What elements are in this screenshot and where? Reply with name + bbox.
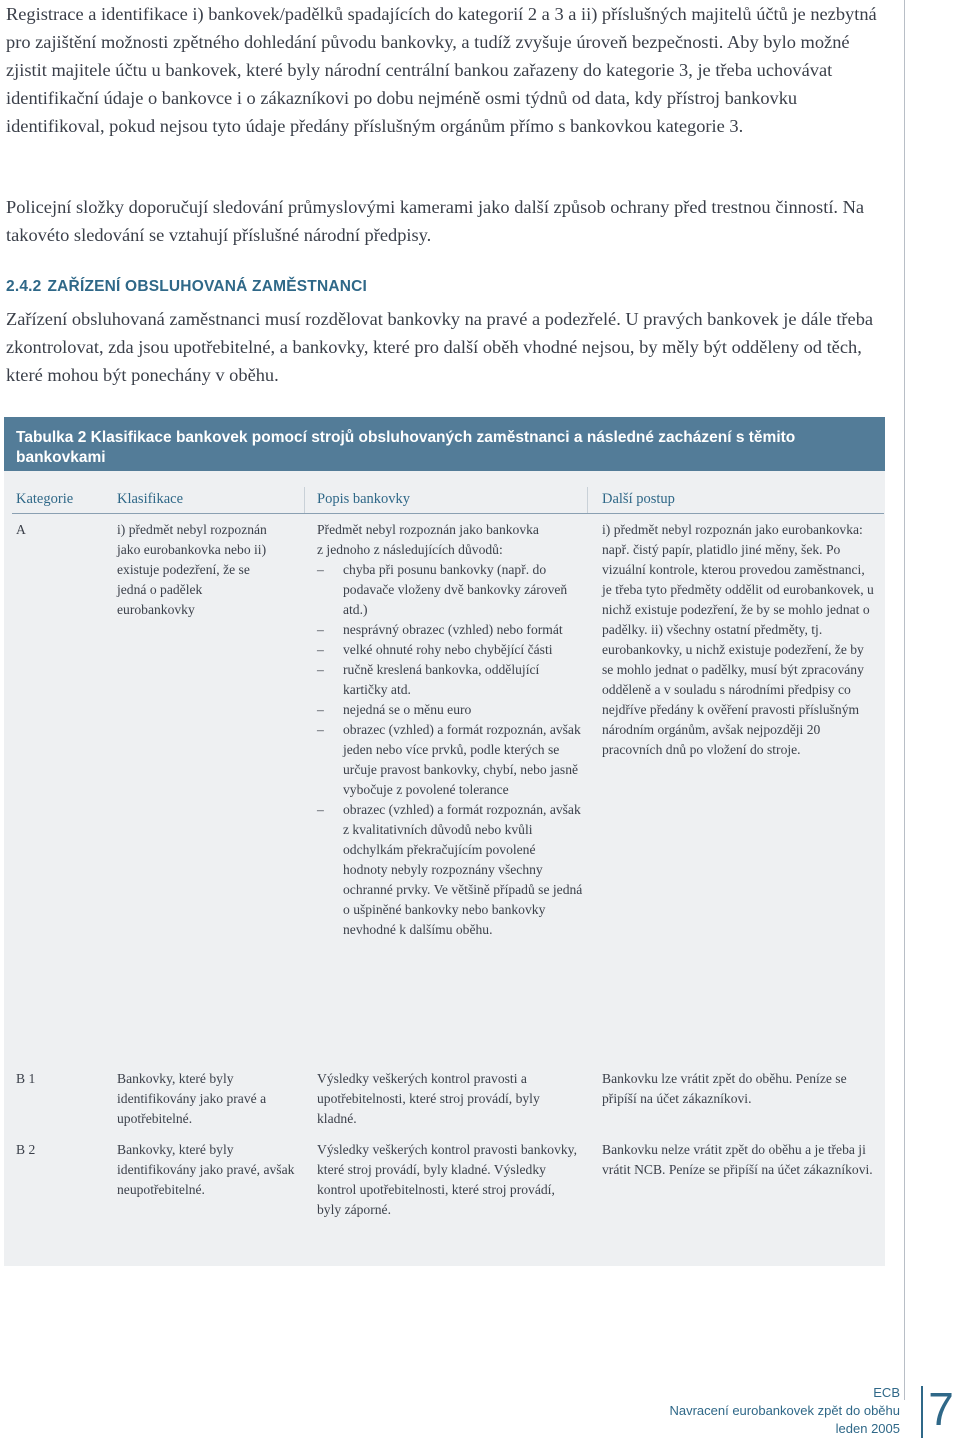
table-cell-classification: i) předmět nebyl rozpoznán jako eurobankovka nebo ii) existuje podezření, že se jedná o padělek eurobankovky (117, 522, 267, 617)
column-header-action: Další postup (602, 491, 675, 507)
table-cell-action: Bankovku lze vrátit zpět do oběhu. Peníze se připíší na účet zákazníkovi. (602, 1071, 847, 1106)
list-item: – ručně kreslená bankovka, oddělující kartičky atd. (317, 660, 583, 700)
description-intro: Předmět nebyl rozpoznán jako bankovka z jednoho z následujících důvodů: (317, 522, 539, 557)
list-item: – nejedná se o měnu euro (317, 700, 583, 720)
footer-publication: Navracení eurobankovek zpět do oběhu (669, 1403, 900, 1418)
column-separator (304, 487, 305, 513)
column-header-classification: Klasifikace (117, 491, 184, 507)
page-number: 7 (928, 1383, 954, 1435)
page-number-bar (921, 1386, 923, 1438)
table-cell-category: A (16, 522, 26, 537)
header-rule (12, 513, 884, 514)
table-cell-action: Bankovku nelze vrátit zpět do oběhu a je třeba ji vrátit NCB. Peníze se připíší na účet zákazníkovi. (602, 1142, 873, 1177)
list-item: – velké ohnuté rohy nebo chybějící části (317, 640, 568, 660)
column-separator (587, 487, 588, 513)
column-header-category: Kategorie (16, 491, 74, 507)
list-item: – obrazec (vzhled) a formát rozpoznán, avšak jeden nebo více prvků, podle kterých se určuje pravost bankovky, chybí, nebo jasně vybočuje z povolené tolerance (317, 720, 583, 800)
column-header-description: Popis bankovky (317, 491, 411, 507)
table-cell-description: Výsledky veškerých kontrol pravosti a upotřebitelnosti, které stroj provádí, byly kladné. (317, 1071, 540, 1126)
table-cell-category: B 1 (16, 1071, 36, 1086)
table-cell-classification: Bankovky, které byly identifikovány jako pravé a upotřebitelné. (117, 1071, 267, 1126)
table-cell-description: Výsledky veškerých kontrol pravosti bankovky, které stroj provádí, byly kladné. Výsledky kontrol upotřebitelnosti, které stroj provádí, byly záporné. (317, 1142, 577, 1217)
right-margin-rule (904, 0, 905, 1400)
list-item: – obrazec (vzhled) a formát rozpoznán, avšak z kvalitativních důvodů nebo kvůli odchylkám překračujícím povolené hodnoty nebyly rozpoznány všechny ochranné prvky. Ve většině případů se jedná o ušpiněné bankovky nebo bankovky nevhodné k dalšímu oběhu. (317, 800, 583, 940)
table-title: Tabulka 2 Klasifikace bankovek pomocí strojů obsluhovaných zaměstnanci a následné zacházení s těmito bankovkami (4, 417, 885, 471)
paragraph-registration: Registrace a identifikace i) bankovek/padělků spadajících do kategorií 2 a 3 a ii) příslušných majitelů účtů je nezbytná pro zajištění možnosti zpětného dohledání původu bankovky, a tudíž zvyšuje úroveň bezpečnosti. Aby bylo možné zjistit majitele účtu u bankovek, které byly národní centrální bankou zařazeny do kategorie 3, je třeba uchovávat identifikační údaje o bankovce i o zákazníkovi po dobu nejméně osmi týdnů od data, kdy přístroj bankovku identifikoval, pokud nejsou tyto údaje předány příslušným orgánům přímo s bankovkou kategorie 3. (6, 4, 877, 136)
section-title: ZAŘÍZENÍ OBSLUHOVANÁ ZAMĚSTNANCI (47, 278, 368, 295)
description-list (317, 560, 582, 940)
paragraph-police-cameras: Policejní složky doporučují sledování průmyslovými kamerami jako další způsob ochrany před trestnou činností. Na takovéto sledování se vztahují příslušné národní předpisy. (6, 197, 865, 245)
table-cell-action: i) předmět nebyl rozpoznán jako eurobankovka: např. čistý papír, platidlo jiné měny, šek. Po vizuální kontrole, kterou provedou zaměstnanci, je třeba tyto předměty oddělit od eurobankovek, u nichž existuje podezření, že by se mohlo jednat o padělky. ii) všechny ostatní předměty, tj. eurobankovky, u nichž existuje podezření, že by se mohlo jednat o padělky, musí být zpracovány odděleně a v souladu s národními předpisy co nejdříve předány k ověření pravosti příslušným národním orgánům, avšak nejpozději 20 pracovních dnů po vložení do stroje. (602, 522, 874, 757)
section-heading (6, 278, 367, 296)
table-cell-classification: Bankovky, které byly identifikovány jako pravé, avšak neupotřebitelné. (117, 1142, 295, 1197)
table-cell-category: B 2 (16, 1142, 36, 1157)
table-cell-description (317, 520, 582, 940)
list-item: – chyba při posunu bankovky (např. do podavače vloženy dvě bankovky zároveň atd.) (317, 560, 578, 620)
paragraph-staff-operated: Zařízení obsluhovaná zaměstnanci musí rozdělovat bankovky na pravé a podezřelé. U pravých bankovek je dále třeba zkontrolovat, zda jsou upotřebitelné, a bankovky, které pro další oběh vhodné nejsou, by měly být odděleny od těch, které mohou být ponechány v oběhu. (6, 309, 874, 385)
footer-date: leden 2005 (835, 1421, 900, 1436)
list-item: – nesprávný obrazec (vzhled) nebo formát (317, 620, 563, 640)
footer-org: ECB (873, 1385, 900, 1400)
section-number: 2.4.2 (6, 278, 42, 295)
